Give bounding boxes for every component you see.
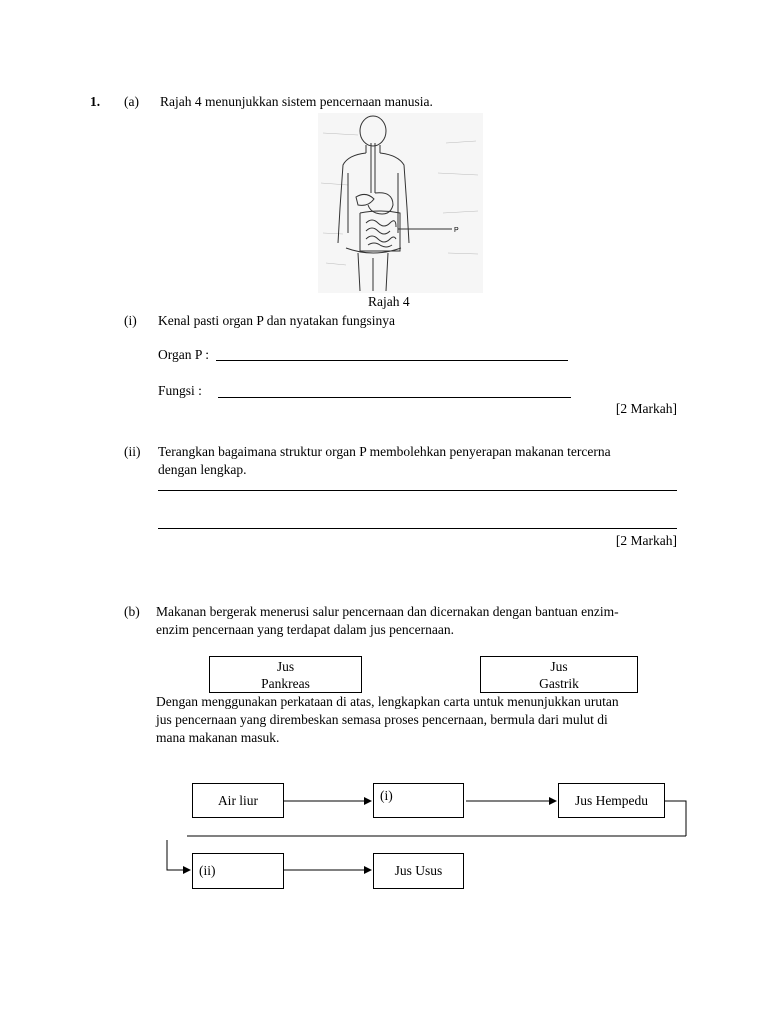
part-b-label: (b): [124, 604, 140, 619]
flow-box-jus-hempedu-label: Jus Hempedu: [574, 792, 649, 808]
part-i-label: (i): [124, 313, 137, 328]
arrow-to-ii: [167, 840, 190, 870]
option-jus-pankreas-line2: Pankreas: [261, 675, 310, 691]
fungsi-prompt: Fungsi :: [158, 383, 202, 398]
option-jus-gastrik-line2: Gastrik: [539, 675, 579, 691]
instruction-line2: jus pencernaan yang dirembeskan semasa proses pencernaan, bermula dari mulut di: [156, 712, 608, 727]
flow-box-jus-usus-label: Jus Usus: [394, 863, 443, 878]
connector-hempedu-down: [665, 801, 686, 836]
instruction-line3: mana makanan masuk.: [156, 730, 280, 745]
marks-label-1: [2 Markah]: [615, 401, 677, 416]
question-number: 1.: [90, 94, 101, 109]
figure-caption: Rajah 4: [368, 294, 410, 309]
part-b-text-line1: Makanan bergerak menerusi salur pencernaan dan dicernakan dengan bantuan enzim-: [156, 604, 619, 619]
flow-box-answer-i-label: (i): [380, 788, 393, 803]
option-jus-pankreas-line1: Jus: [276, 658, 295, 674]
part-a-text: Rajah 4 menunjukkan sistem pencernaan manusia.: [160, 94, 433, 109]
part-b-text-line2: enzim pencernaan yang terdapat dalam jus pencernaan.: [156, 622, 454, 637]
instruction-line1: Dengan menggunakan perkataan di atas, lengkapkan carta untuk menunjukkan urutan: [156, 694, 619, 709]
organ-p-label: P: [454, 227, 459, 234]
part-ii-text-line1: Terangkan bagaimana struktur organ P membolehkan penyerapan makanan tercerna: [158, 444, 611, 459]
flow-box-answer-ii-label: (ii): [199, 863, 216, 878]
part-a-label: (a): [124, 94, 139, 109]
flow-box-air-liur-label: Air liur: [217, 792, 259, 808]
option-jus-gastrik-line1: Jus: [550, 658, 568, 674]
part-i-text: Kenal pasti organ P dan nyatakan fungsinya: [158, 313, 395, 328]
organ-p-prompt: Organ P :: [158, 347, 210, 362]
part-ii-label: (ii): [124, 444, 141, 459]
part-ii-text-line2: dengan lengkap.: [158, 462, 247, 477]
marks-label-2: [2 Markah]: [615, 533, 677, 548]
